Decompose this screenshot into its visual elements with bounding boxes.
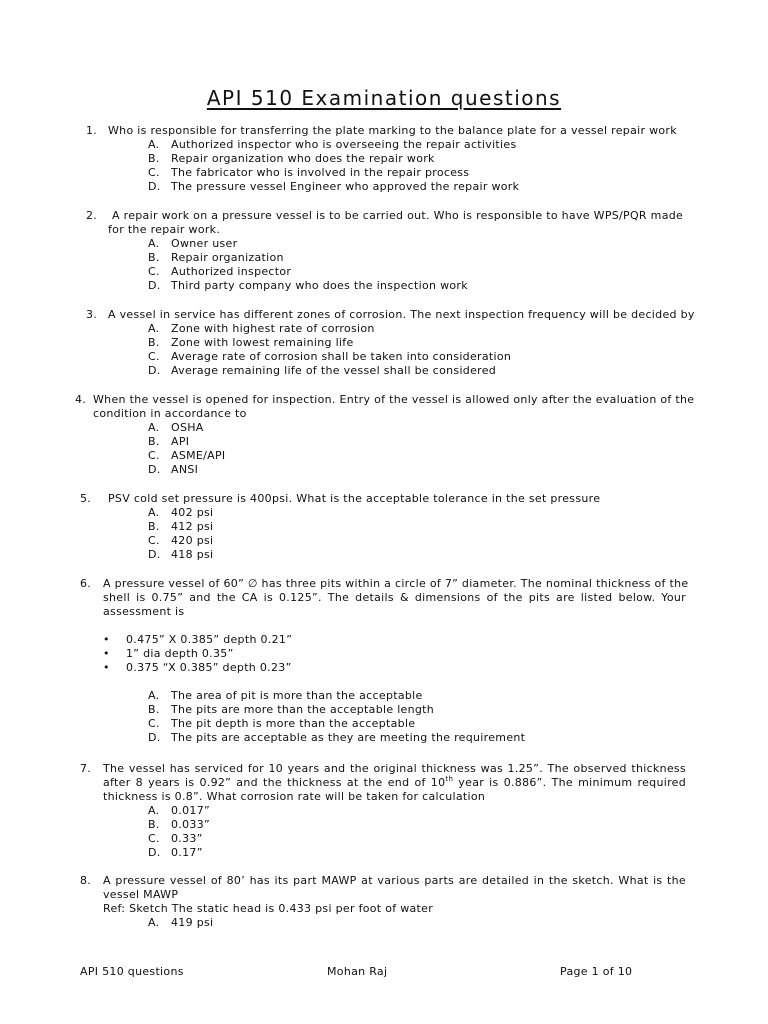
option-text: API — [171, 435, 190, 448]
option-letter: B. — [148, 818, 160, 831]
bullet-icon: • — [103, 633, 110, 646]
question-5 — [0, 492, 768, 562]
option-text: 0.017” — [171, 804, 210, 817]
option-text: The pit depth is more than the acceptable — [171, 717, 416, 730]
option-text: OSHA — [171, 421, 204, 434]
option-text: Owner user — [171, 237, 238, 250]
option-text: The fabricator who is involved in the repair process — [171, 166, 470, 179]
question-text: The vessel has serviced for 10 years and the original thickness was 1.25”. The observed thickness — [103, 762, 686, 775]
question-text: A repair work on a pressure vessel is to be carried out. Who is responsible to have WPS/PQR made — [112, 209, 684, 222]
question-text: condition in accordance to — [93, 407, 247, 420]
question-text: Ref: Sketch The static head is 0.433 psi per foot of water — [103, 902, 434, 915]
option-letter: C. — [148, 265, 160, 278]
option-letter: B. — [148, 520, 160, 533]
option-letter: A. — [148, 804, 160, 817]
question-text: vessel MAWP — [103, 888, 179, 901]
question-text: A pressure vessel of 60” ∅ has three pits within a circle of 7” diameter. The nominal thickness of the — [103, 577, 689, 590]
pit-detail: 0.475” X 0.385” depth 0.21” — [126, 633, 293, 646]
option-letter: C. — [148, 534, 160, 547]
option-text: The pits are acceptable as they are meeting the requirement — [171, 731, 526, 744]
option-letter: C. — [148, 832, 160, 845]
option-text: Zone with lowest remaining life — [171, 336, 354, 349]
option-letter: D. — [148, 180, 161, 193]
question-number: 3. — [86, 308, 98, 321]
option-letter: A. — [148, 689, 160, 702]
question-text: Who is responsible for transferring the plate marking to the balance plate for a vessel repair work — [108, 124, 677, 137]
option-text: Repair organization — [171, 251, 284, 264]
option-text: 0.33” — [171, 832, 203, 845]
option-text: 0.17” — [171, 846, 203, 859]
question-text: shell is 0.75” and the CA is 0.125”. The details & dimensions of the pits are listed below. Your — [103, 591, 686, 604]
question-text: A pressure vessel of 80’ has its part MAWP at various parts are detailed in the sketch. What is the — [103, 874, 686, 887]
option-text: Zone with highest rate of corrosion — [171, 322, 375, 335]
option-letter: B. — [148, 336, 160, 349]
question-1 — [0, 124, 768, 194]
option-letter: A. — [148, 916, 160, 929]
question-7 — [0, 762, 768, 860]
option-text: Third party company who does the inspection work — [171, 279, 468, 292]
pit-detail: 1” dia depth 0.35” — [126, 647, 234, 660]
option-text: Authorized inspector — [171, 265, 292, 278]
option-letter: A. — [148, 421, 160, 434]
option-letter: B. — [148, 251, 160, 264]
footer-author: Mohan Raj — [327, 965, 388, 978]
question-8 — [0, 874, 768, 930]
option-text: ANSI — [171, 463, 199, 476]
option-letter: D. — [148, 279, 161, 292]
question-text: assessment is — [103, 605, 185, 618]
option-letter: A. — [148, 138, 160, 151]
question-2 — [0, 209, 768, 293]
option-letter: A. — [148, 506, 160, 519]
question-text: after 8 years is 0.92” and the thickness at the end of 10th year is 0.886”. The minimum required — [103, 775, 686, 789]
option-letter: A. — [148, 237, 160, 250]
option-letter: D. — [148, 463, 161, 476]
question-text: for the repair work. — [108, 223, 221, 236]
question-number: 1. — [86, 124, 98, 137]
question-number: 7. — [80, 762, 92, 775]
option-letter: C. — [148, 449, 160, 462]
option-text: 402 psi — [171, 506, 214, 519]
option-letter: A. — [148, 322, 160, 335]
question-text: A vessel in service has different zones of corrosion. The next inspection frequency will be decided by — [108, 308, 695, 321]
option-letter: D. — [148, 548, 161, 561]
option-letter: C. — [148, 166, 160, 179]
option-text: Repair organization who does the repair work — [171, 152, 435, 165]
page-title: API 510 Examination questions — [206, 86, 562, 110]
question-number: 6. — [80, 577, 92, 590]
option-text: 419 psi — [171, 916, 214, 929]
option-text: Average rate of corrosion shall be taken into consideration — [171, 350, 512, 363]
question-4 — [0, 393, 768, 477]
option-letter: D. — [148, 846, 161, 859]
option-letter: D. — [148, 364, 161, 377]
option-letter: C. — [148, 350, 160, 363]
question-text: PSV cold set pressure is 400psi. What is the acceptable tolerance in the set pressure — [108, 492, 601, 505]
option-text: The pits are more than the acceptable length — [171, 703, 435, 716]
question-6 — [0, 577, 768, 745]
option-text: 418 psi — [171, 548, 214, 561]
option-letter: B. — [148, 152, 160, 165]
option-text: 412 psi — [171, 520, 214, 533]
ordinal-superscript: th — [445, 775, 454, 783]
question-number: 2. — [86, 209, 98, 222]
question-number: 4. — [75, 393, 87, 406]
option-letter: B. — [148, 703, 160, 716]
footer-page-number: Page 1 of 10 — [560, 965, 633, 978]
bullet-icon: • — [103, 647, 110, 660]
option-text: The area of pit is more than the acceptable — [171, 689, 423, 702]
question-number: 5. — [80, 492, 92, 505]
option-text: ASME/API — [171, 449, 226, 462]
option-text: 420 psi — [171, 534, 214, 547]
question-number: 8. — [80, 874, 92, 887]
question-text: When the vessel is opened for inspection. Entry of the vessel is allowed only after the evaluation of the — [93, 393, 695, 406]
question-3 — [0, 308, 768, 378]
pit-detail: 0.375 “X 0.385” depth 0.23” — [126, 661, 292, 674]
option-letter: D. — [148, 731, 161, 744]
option-text: Average remaining life of the vessel shall be considered — [171, 364, 497, 377]
page-footer — [0, 965, 768, 979]
option-text: 0.033” — [171, 818, 210, 831]
option-text: The pressure vessel Engineer who approved the repair work — [171, 180, 520, 193]
bullet-icon: • — [103, 661, 110, 674]
option-text: Authorized inspector who is overseeing the repair activities — [171, 138, 517, 151]
option-letter: C. — [148, 717, 160, 730]
footer-doc-title: API 510 questions — [80, 965, 184, 978]
option-letter: B. — [148, 435, 160, 448]
question-text: thickness is 0.8”. What corrosion rate will be taken for calculation — [103, 790, 486, 803]
